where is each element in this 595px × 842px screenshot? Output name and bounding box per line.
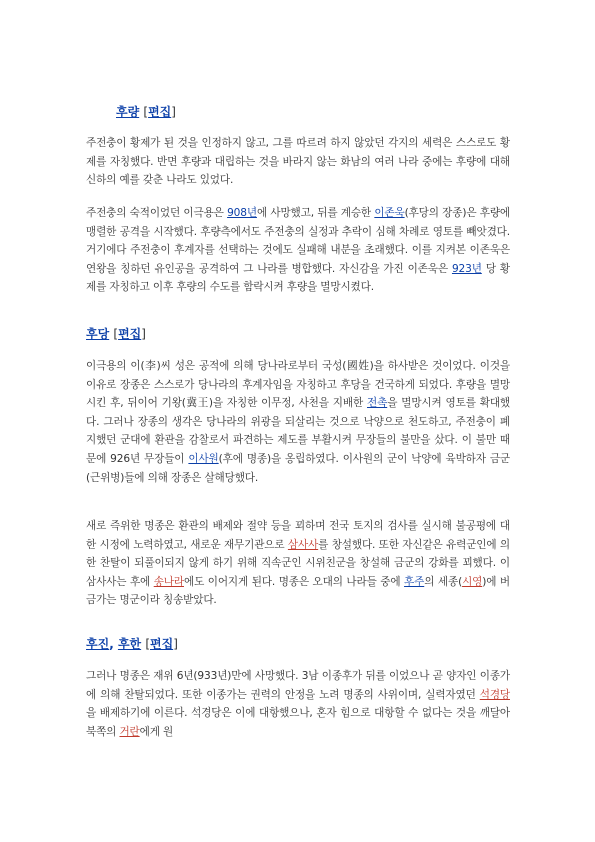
link-song-dynasty[interactable]: 송나라 [153,575,184,588]
paragraph-text: 를 창설했다. 또한 자신같은 유력군인에 의한 찬탈이 되풀이되지 않게 하기 위해 직속군인 시위친군을 창설해 금군의 강화를 꾀했다. 이 삼사사는 후에 [86,538,510,588]
paragraph-4 [86,517,510,610]
paragraph-text: 에도 이어지게 된다. 명종은 오대의 나라들 중에 [183,575,405,588]
paragraph-text: 을 멸망시켜 영토를 확대했다. 그러나 장종의 생각은 당나라의 위광을 되살리는 것으로 낙양으로 천도하고, 주전충이 폐지했던 군대에 환관을 감찰로서 파견하는 제도를 부활시켜 무장들의 불만을 샀다. 이 불만 때문에 926년 무장들이 [86,397,511,465]
section-heading-later-liang [116,104,176,120]
heading-separator: , [109,637,118,651]
heading-link-later-liang[interactable]: 후량 [116,105,140,119]
edit-bracket: [편집] [143,105,176,119]
paragraph-text: 새로 즉위한 명종은 환관의 배제와 절약 등을 꾀하며 전국 토지의 검사를 실시해 불공평에 대한 시정에 노력하였고, 새로운 재무기관으로 [86,520,510,551]
link-lee-sawon[interactable]: 이사원 [188,452,219,465]
link-khitan[interactable]: 거란 [119,725,140,738]
link-later-zhou[interactable]: 후주 [404,575,425,588]
paragraph-text: 을 배제하기에 이른다. 석경당은 이에 대항했으나, 혼자 힘으로 대항할 수 없다는 것을 깨달아 북쪽의 [86,707,510,738]
link-siyeong[interactable]: 시영 [462,575,483,588]
edit-link[interactable]: 편집 [118,327,142,341]
link-908[interactable]: 908년 [227,207,257,219]
paragraph-text: 이극용의 이(李)씨 성은 공적에 의해 당나라로부터 국성(國姓)을 하사받은 것이었다. 이것을 이유로 장종은 스스로가 당나라의 후계자임을 자칭하고 후당을 건국하게 되었다. 후량을 멸망시킨 후, 뒤이어 기왕(冀王)을 자칭한 이무정, 사천을 지배한 [86,360,510,410]
paragraph-text: (후당의 장종)은 후량에 맹렬한 공격을 시작했다. 후량측에서도 주전충의 실정과 추락이 심해 차례로 영토를 빼앗겼다. 거기에다 주전충이 후계자를 선택하는 것에도 실패해 내분을 초래했다. 이를 지켜본 이존욱은 연왕을 칭하던 유인공을 공격하여 그 나라를 병합했다. 자신감을 가진 이존욱은 [86,207,510,275]
paragraph-3 [86,357,510,487]
link-923[interactable]: 923년 [451,262,482,275]
section-heading-later-tang [86,326,146,342]
paragraph-text: 당 황제를 자칭하고 이후 후량의 수도를 함락시켜 후량을 멸망시켰다. [86,262,510,294]
link-former-shu[interactable]: 전촉 [367,397,388,410]
edit-link[interactable]: 편집 [148,105,172,119]
paragraph-1 [86,134,510,190]
section-heading-later-jin-han [86,636,178,652]
edit-bracket: [편집] [113,327,146,341]
link-shi-jingtang[interactable]: 석경당 [479,688,510,701]
paragraph-text: 의 세종( [424,575,463,588]
paragraph-text: )에 버금가는 명군이라 칭송받았다. [86,575,510,607]
paragraph-text: 에게 원 [139,725,174,738]
paragraph-text: 주전충의 숙적이었던 이극용은 [86,207,228,219]
edit-bracket: [편집] [145,637,178,651]
link-lee-jonuk[interactable]: 이존욱 [374,207,405,219]
paragraph-2 [86,204,510,297]
link-samsasa[interactable]: 삼사사 [287,538,319,551]
paragraph-text: 주전충이 황제가 된 것을 인정하지 않고, 그를 따르려 하지 않았던 각지의 세력은 스스로도 황제를 자칭했다. 반면 후량과 대립하는 것을 바라지 않는 화남의 여러 나라 중에는 후량에 대해 신하의 예를 갖춘 나라도 있었다. [86,137,510,187]
paragraph-text: 그러나 명종은 재위 6년(933년)만에 사망했다. 3남 이종후가 뒤를 이었으나 곧 양자인 이종가에 의해 찬탈되었다. 또한 이종가는 권력의 안정을 노려 명종의 사위이며, 실력자였던 [86,670,510,701]
paragraph-5 [86,667,510,741]
paragraph-text: (후에 명종)을 옹립하였다. 이사원의 군이 낙양에 육박하자 금군(근위병)들에 의해 장종은 살해당했다. [86,452,510,484]
heading-link-later-tang[interactable]: 후당 [86,327,110,341]
paragraph-text: 에 사망했고, 뒤를 계승한 [256,207,375,219]
heading-link-later-han[interactable]: 후한 [117,637,142,651]
heading-link-later-jin[interactable]: 후진 [86,637,110,651]
edit-link[interactable]: 편집 [150,637,174,651]
